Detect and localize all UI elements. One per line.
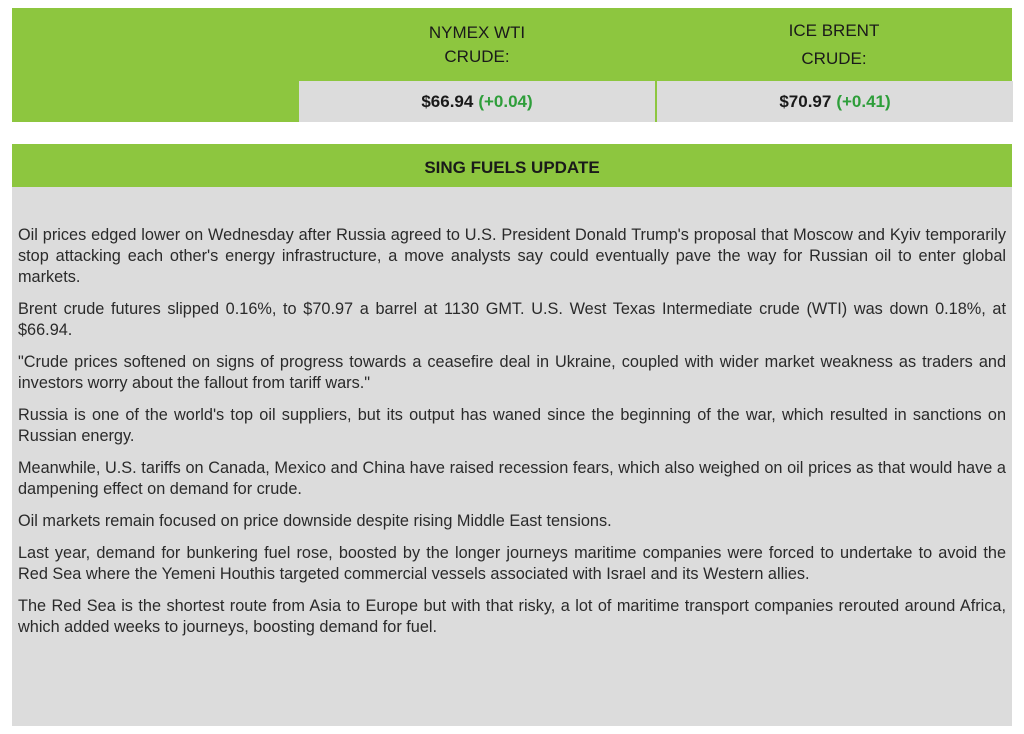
brent-label-line1: ICE BRENT (788, 20, 880, 40)
wti-price: $66.94 (421, 91, 474, 111)
brent-price: $70.97 (779, 91, 832, 111)
brent-label (656, 8, 1012, 81)
price-table-header (12, 8, 1012, 81)
wti-change: (+0.04) (478, 91, 533, 111)
update-paragraph: Meanwhile, U.S. tariffs on Canada, Mexico and China have raised recession fears, which also weighed on oil prices as that would have a dampening effect on demand for crude. (18, 459, 1006, 498)
price-table (12, 8, 1012, 122)
update-paragraph: Last year, demand for bunkering fuel rose, boosted by the longer journeys maritime companies were forced to undertake to avoid the Red Sea where the Yemeni Houthis targeted commercial vessels associated with Israel and its Western allies. (18, 544, 1006, 583)
brent-change: (+0.41) (836, 91, 891, 111)
wti-label-line1: NYMEX WTI (428, 22, 526, 42)
update-paragraph: "Crude prices softened on signs of progress towards a ceasefire deal in Ukraine, coupled with wider market weakness as traders and investors worry about the fallout from tariff wars." (18, 353, 1006, 392)
brent-price-cell (657, 81, 1013, 122)
wti-label-line2: CRUDE: (444, 46, 510, 66)
brent-label-line2: CRUDE: (801, 48, 867, 68)
update-paragraph: Brent crude futures slipped 0.16%, to $70.97 a barrel at 1130 GMT. U.S. West Texas Intermediate crude (WTI) was down 0.18%, at $66.94. (18, 300, 1006, 339)
update-paragraph: The Red Sea is the shortest route from Asia to Europe but with that risky, a lot of maritime transport companies rerouted around Africa, which added weeks to journeys, boosting demand for fuel. (18, 597, 1006, 636)
update-paragraph: Oil prices edged lower on Wednesday after Russia agreed to U.S. President Donald Trump's proposal that Moscow and Kyiv temporarily stop attacking each other's energy infrastructure, a move analysts say could eventually pave the way for Russian oil to enter global markets. (18, 226, 1006, 286)
update-paragraph: Oil markets remain focused on price downside despite rising Middle East tensions. (18, 512, 612, 530)
price-table-row (12, 81, 1012, 122)
wti-price-cell (299, 81, 655, 122)
update-paragraph: Russia is one of the world's top oil suppliers, but its output has waned since the beginning of the war, which resulted in sanctions on Russian energy. (18, 406, 1006, 445)
fuels-update-panel (12, 144, 1012, 726)
update-title: SING FUELS UPDATE (12, 144, 1012, 187)
wti-label (299, 8, 655, 81)
update-body (12, 187, 1012, 638)
